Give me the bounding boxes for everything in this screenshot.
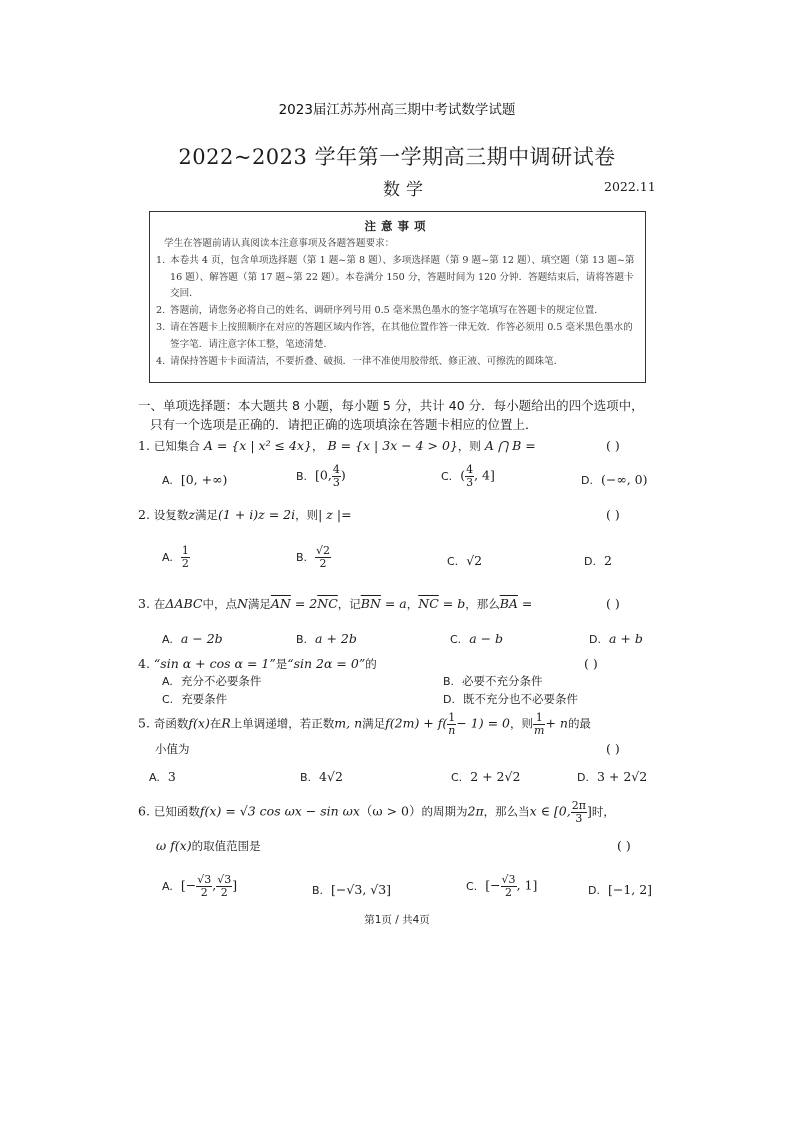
question-text: ，记 [337,597,361,611]
question-text: 已知函数 [153,804,200,819]
option-a [162,673,261,689]
vector: $\overline{AN}$ [270,596,291,611]
option-value: [−1, 2] [607,882,653,897]
option-a [149,769,176,784]
math-variable: z [188,507,196,522]
option-label: C. [450,633,462,646]
option-label: A. [162,879,173,893]
math-expression: f(x) = √3 cos ωx − sin ωx [199,803,360,819]
option-value: 4√2 [319,769,343,784]
option-c [162,691,227,707]
notice-item-number: 3. [156,322,166,334]
question-6 [138,800,615,824]
option-label: B. [300,771,312,784]
question-text: 在 [209,716,222,731]
option-d [443,691,578,707]
math-expression: + n [545,715,568,731]
math-expression: f(x) [188,715,210,731]
question-3 [138,596,532,612]
math-expression: B = {x | 3x − 4 > 0} [327,438,458,453]
fraction-denominator: 3 [575,811,583,825]
question-text: 上单调递增，若正数 [230,716,335,731]
question-text: 在 [153,597,166,611]
question-text: ，则 [510,716,533,731]
option-c [450,631,503,646]
option-d [577,769,647,784]
notice-item-text: 本卷共 4 页，包含单项选择题（第 1 题~第 8 题）、多项选择题（第 9 题~第 12 题）、填空题（第 13 题~第 16 题）、解答题（第 17 题~第 22 题）。本卷满分 150 分，答题时间为 120 分钟．答题结束后，请将答题卡交回． [170,254,635,300]
question-text: ，那么 [465,597,500,611]
question-text: 的周期为 [421,804,468,819]
fraction [216,874,232,898]
math-expression: f(2m) + f( [385,715,448,731]
option-value: , [212,877,217,893]
fraction-denominator: 2 [200,885,208,899]
question-number: 6. [138,803,150,819]
fraction [501,874,517,898]
option-label: C. [466,879,478,893]
question-text: 的取值范围是 [191,839,261,853]
math-expression: = b [438,596,466,611]
option-c [451,769,520,784]
fraction [181,545,190,569]
option-label: D. [588,884,600,897]
option-value: [−√3, √3] [331,882,392,897]
option-d [589,631,643,646]
math-expression: = [517,596,533,611]
question-text: 满足 [362,716,386,731]
option-value: a + b [608,631,643,646]
answer-parentheses: ( ) [606,741,620,756]
section-heading-line: 只有一个选项是正确的．请把正确的选项填涂在答题卡相应的位置上． [150,417,538,432]
question-text: 是 [275,657,288,671]
question-5-line2 [155,741,190,757]
fraction-denominator: n [448,723,456,737]
answer-parentheses: ( ) [606,507,620,522]
option-label: A. [162,474,173,487]
question-number: 4. [138,656,150,671]
math-expression: (1 + i)z = 2i [218,507,296,522]
option-value: 3 [167,769,176,784]
answer-parentheses: ( ) [606,438,620,453]
option-b [443,673,543,689]
math-expression: | z |= [318,507,352,522]
option-d [584,553,612,568]
option-label: D. [443,693,455,706]
math-expression: − 1) = 0 [456,715,510,731]
option-label: B. [296,550,308,564]
question-text: 已知集合 [153,439,200,453]
question-text: ， [406,597,419,611]
exam-title: 2022~2023 学年第一学期高三期中调研试卷 [178,145,616,169]
option-value: 充要条件 [181,692,228,706]
notice-item [150,253,645,303]
answer-parentheses: ( ) [617,838,631,853]
option-value: 既不充分也不必要条件 [462,692,578,706]
math-expression: = a [380,596,407,611]
math-expression: m, n [334,715,363,731]
option-a [162,631,223,646]
notice-item [150,303,645,320]
math-expression: = 2 [290,596,318,611]
notice-item-number: 2. [156,305,166,317]
question-text: 设复数 [153,508,189,522]
option-value: ] [232,877,238,893]
option-value: [− [485,877,501,893]
math-expression: ] [586,803,592,819]
fraction [332,464,341,488]
question-text: 的最 [567,716,591,731]
question-text: ，则 [457,439,481,453]
option-a [162,472,227,487]
option-value: 2 + 2√2 [470,769,521,784]
option-value: 2 [603,553,612,568]
math-expression: x ∈ [0, [529,803,571,819]
math-expression: 2π [467,803,484,819]
notice-item [150,320,645,354]
fraction [315,545,331,569]
section-heading [138,396,658,434]
notice-item [150,354,645,371]
math-variable: N [236,596,248,611]
option-label: D. [581,474,593,487]
question-text: ，则 [295,508,319,522]
option-label: B. [443,675,455,688]
option-d [588,882,652,897]
option-value: , 1] [516,877,538,893]
option-value: 充分不必要条件 [180,674,262,688]
fraction-numerator: √3 [197,873,212,886]
option-b [296,545,331,569]
option-value: ) [340,467,346,483]
notice-item-number: 4. [156,355,166,367]
option-d [581,472,648,487]
option-label: B. [296,469,308,483]
option-value: ( [460,467,466,483]
option-c [441,464,495,488]
exam-date: 2022.11 [604,179,656,194]
option-c [447,553,482,568]
fraction-denominator: 2 [505,885,513,899]
option-label: D. [589,633,601,646]
document-title: 2023届江苏苏州高三期中考试数学试题 [278,102,516,118]
math-expression: ΔABC [165,596,203,611]
fraction-denominator: 2 [181,556,189,570]
question-number: 5. [138,715,150,731]
option-b [296,631,357,646]
option-value: a − 2b [180,631,223,646]
math-expression: （ω > 0） [359,803,422,819]
question-2 [138,507,352,523]
notice-title: 注意事项 [364,219,431,233]
option-value: (−∞, 0) [600,472,648,487]
math-expression: ω f(x) [156,838,192,853]
question-text: 小值为 [155,742,190,756]
fraction-numerator: √3 [217,873,232,886]
fraction [447,712,456,736]
option-label: A. [162,675,173,688]
fraction [533,712,545,736]
fraction-numerator: √3 [501,873,516,886]
option-value: 必要不充分条件 [462,674,543,688]
option-label: C. [447,555,459,568]
vector: $\overline{BA}$ [499,596,518,611]
option-b [312,882,391,897]
fraction [571,800,587,824]
vector: $\overline{NC}$ [317,596,338,611]
option-label: D. [577,771,589,784]
option-label: D. [584,555,596,568]
section-heading-line: 一、单项选择题：本大题共 8 小题，每小题 5 分，共计 40 分．每小题给出的四个选项中， [138,398,644,413]
page-footer: 第1页 / 共4页 [364,914,430,926]
option-a [162,874,237,898]
fraction-numerator: 4 [332,463,340,476]
option-value: [− [180,877,197,893]
question-1 [138,438,536,454]
question-number: 1. [138,438,150,453]
fraction-denominator: 2 [220,885,228,899]
question-4 [138,656,377,672]
option-label: A. [149,771,160,784]
fraction-denominator: 3 [466,475,474,489]
option-value: √2 [466,553,483,568]
option-value: 3 + 2√2 [596,769,648,784]
option-c [466,874,537,898]
answer-parentheses: ( ) [584,656,598,671]
question-text: ，那么当 [483,804,530,819]
question-text: 奇函数 [153,716,189,731]
fraction-numerator: 2π [571,799,586,812]
fraction-denominator: 2 [319,556,327,570]
math-expression: A = {x | x² ≤ 4x} [203,438,312,453]
math-expression: “sin 2α = 0” [287,656,366,671]
question-text: 满足 [247,597,271,611]
fraction [465,464,474,488]
option-b [296,464,346,488]
option-label: A. [162,633,173,646]
math-expression: “sin α + cos α = 1” [153,656,276,671]
option-value: [0, +∞) [180,472,228,487]
notice-item-text: 请在答题卡上按照顺序在对应的答题区域内作答，在其他位置作答一律无效．作答必须用 0.5 毫米黑色墨水的签字笔．请注意字体工整，笔迹清楚． [170,322,633,350]
answer-parentheses: ( ) [606,596,620,611]
option-value: [0, [315,467,332,483]
notice-item-number: 1. [156,254,166,266]
option-value: , 4] [474,467,495,483]
fraction-denominator: 3 [332,475,340,489]
question-text: 满足 [195,508,219,522]
option-b [300,769,343,784]
option-value: a − b [469,631,504,646]
option-label: C. [451,771,463,784]
notice-item-text: 请保持答题卡卡面清洁，不要折叠、破损．一律不准使用胶带纸、修正液、可擦洗的圆珠笔． [170,355,564,367]
question-text: ， [311,439,324,453]
question-text: 的 [365,657,377,671]
question-6-line2 [156,838,261,854]
notice-item-text: 答题前，请您务必将自己的姓名、调研序列号用 0.5 毫米黑色墨水的签字笔填写在答题卡的规定位置． [170,305,604,317]
notice-intro: 学生在答题前请认真阅读本注意事项及各题答题要求： [164,238,395,250]
question-text: 中，点 [202,597,237,611]
fraction-numerator: 1 [533,712,545,725]
vector: $\overline{NC}$ [418,596,439,611]
subject-title: 数学 [383,180,429,200]
math-variable: R [221,715,231,731]
question-5 [138,712,591,736]
fraction-numerator: √2 [316,544,331,557]
math-expression: A ⋂ B = [484,438,536,453]
option-a [162,545,190,569]
notice-box [149,211,646,383]
fraction [196,874,212,898]
fraction-numerator: 1 [448,711,456,724]
option-label: A. [162,550,173,564]
option-label: C. [162,693,174,706]
option-label: C. [441,469,453,483]
option-label: B. [312,884,324,897]
question-number: 2. [138,507,150,522]
fraction-numerator: 1 [181,544,189,557]
fraction-denominator: m [534,723,545,737]
vector: $\overline{BN}$ [360,596,381,611]
question-number: 3. [138,596,150,611]
option-label: B. [296,633,308,646]
fraction-numerator: 4 [466,463,474,476]
question-text: 时， [591,804,615,819]
option-value: a + 2b [315,631,357,646]
